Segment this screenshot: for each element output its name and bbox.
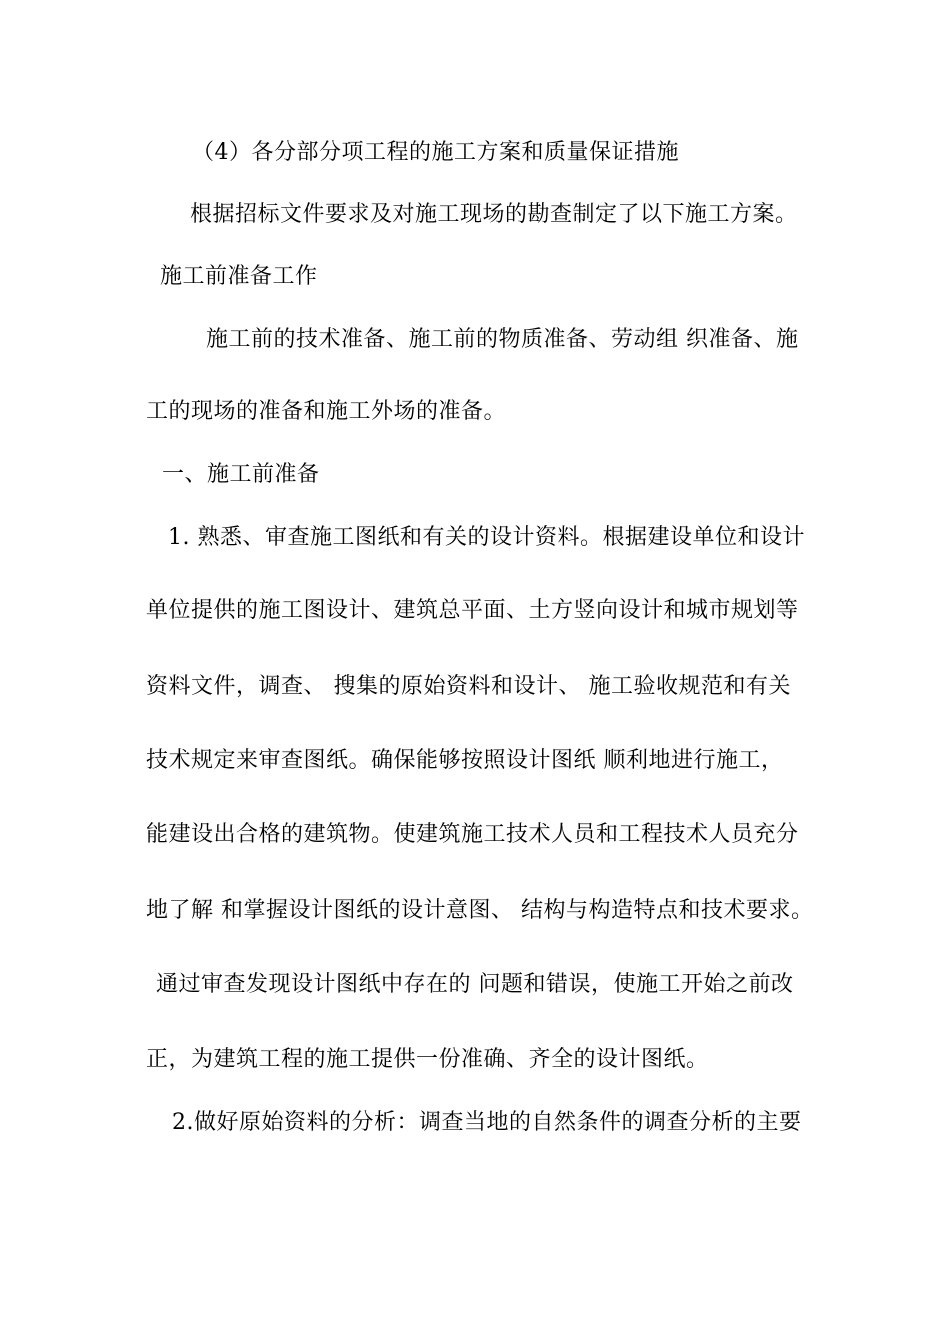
paragraph-line: 地了解 和掌握设计图纸的设计意图、 结构与构造特点和技术要求。 xyxy=(146,898,814,923)
paragraph-line: 能建设出合格的建筑物。使建筑施工技术人员和工程技术人员充分 xyxy=(146,822,799,847)
paragraph-line: 2.做好原始资料的分析：调查当地的自然条件的调查分析的主要 xyxy=(172,1110,802,1135)
paragraph-line: 1. 熟悉、审查施工图纸和有关的设计资料。根据建设单位和设计 xyxy=(168,525,805,550)
paragraph-line: 单位提供的施工图设计、建筑总平面、土方竖向设计和城市规划等 xyxy=(146,598,799,623)
paragraph-line: 工的现场的准备和施工外场的准备。 xyxy=(146,399,507,424)
heading-section-4: （4）各分部分项工程的施工方案和质量保证措施 xyxy=(192,140,679,165)
heading-part-one: 一、施工前准备 xyxy=(162,462,320,487)
heading-preparation-work: 施工前准备工作 xyxy=(160,264,318,289)
paragraph-line: 资料文件，调查、 搜集的原始资料和设计、 施工验收规范和有关 xyxy=(146,674,791,699)
paragraph-intro: 根据招标文件要求及对施工现场的勘查制定了以下施工方案。 xyxy=(190,202,798,227)
paragraph-line: 正，为建筑工程的施工提供一份准确、齐全的设计图纸。 xyxy=(146,1047,709,1072)
paragraph-line: 通过审查发现设计图纸中存在的 问题和错误，使施工开始之前改 xyxy=(156,972,794,997)
paragraph-line: 技术规定来审查图纸。确保能够按照设计图纸 顺利地进行施工， xyxy=(146,748,784,773)
paragraph-line: 施工前的技术准备、施工前的物质准备、劳动组 织准备、施 xyxy=(206,327,799,352)
